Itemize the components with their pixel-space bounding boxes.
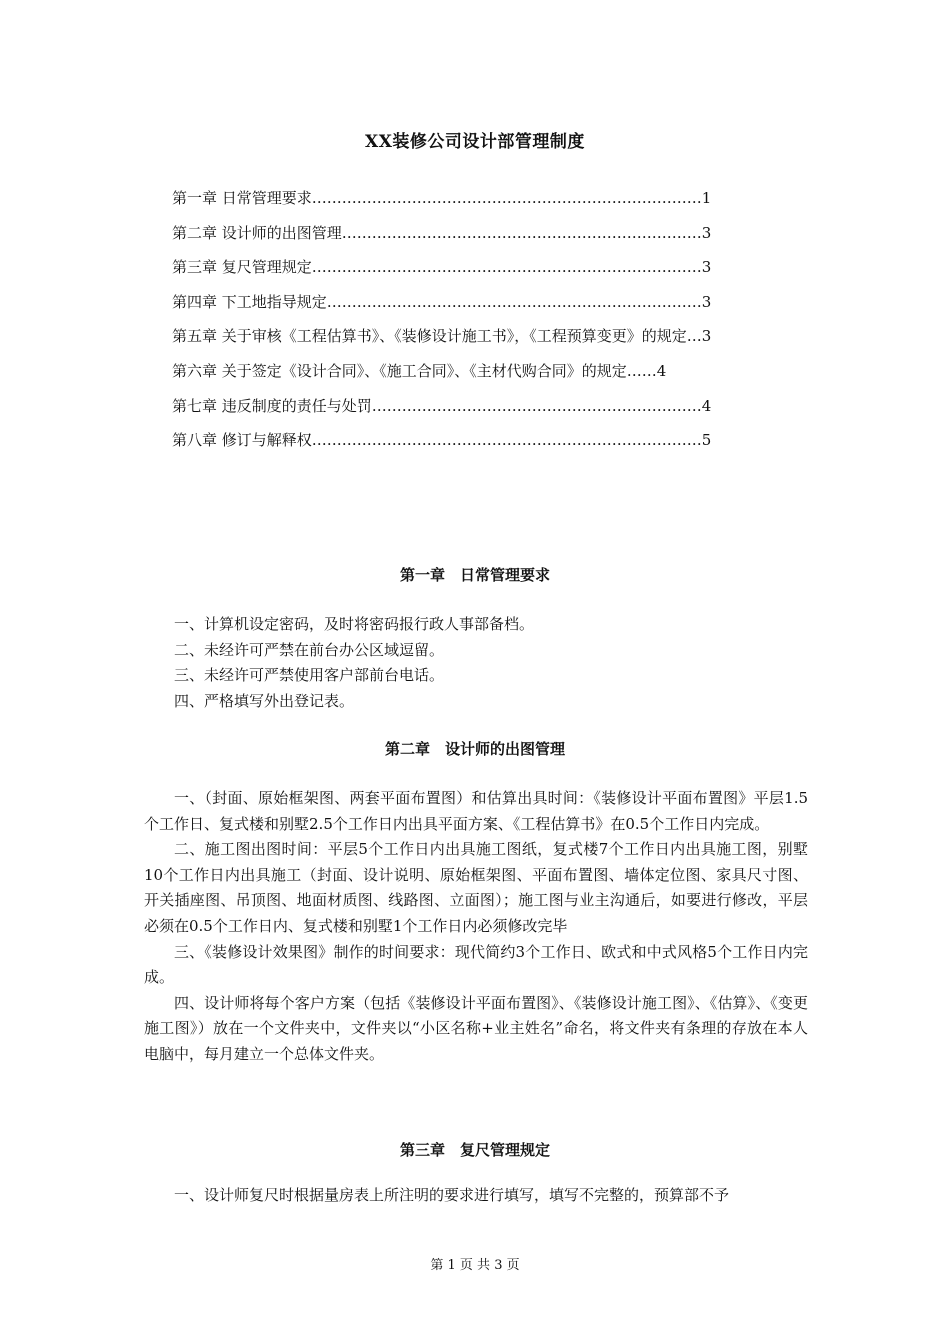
chapter1-item-4: 四、严格填写外出登记表。 [174,691,355,710]
toc-entry-4[interactable]: 第四章 下工地指导规定…………………………………………………………………3 [172,292,712,311]
chapter3-paragraph-1: 一、设计师复尺时根据量房表上所注明的要求进行填写，填写不完整的，预算部不予 [174,1186,730,1204]
chapter3-body [144,1183,808,1209]
chapter1-item-2: 二、未经许可严禁在前台办公区域逗留。 [174,640,445,659]
toc-entry-2[interactable]: 第二章 设计师的出图管理………………………………………………………………3 [172,223,712,242]
toc-entry-7[interactable]: 第七章 违反制度的责任与处罚…………………………………………………………4 [172,396,712,415]
chapter2-paragraph-3: 三、《装修设计效果图》制作的时间要求：现代简约3个工作日、欧式和中式风格5个工作日内完成。 [144,942,808,987]
chapter2-body [144,786,808,1068]
toc-entry-6[interactable]: 第六章 关于签定《设计合同》、《施工合同》、《主材代购合同》的规定……4 [172,361,667,380]
chapter2-paragraph-2: 二、施工图出图时间：平层5个工作日内出具施工图纸，复式楼7个工作日内出具施工图，别墅10个工作日内出具施工（封面、设计说明、原始框架图、平面布置图、墙体定位图、家具尺寸图、开关插座图、吊顶图、地面材质图、线路图、立面图）；施工图与业主沟通后，如要进行修改，平层必须在0.5个工作日内、复式楼和别墅1个工作日内必须修改完毕 [144,840,808,935]
chapter1-list [144,612,808,714]
chapter2-heading: 第二章 设计师的出图管理 [384,740,565,758]
toc-entry-8[interactable]: 第八章 修订与解释权……………………………………………………………………5 [172,431,712,450]
chapter3-heading: 第三章 复尺管理规定 [399,1141,550,1159]
chapter1-heading: 第一章 日常管理要求 [399,566,550,584]
chapter1-item-3: 三、未经许可严禁使用客户部前台电话。 [174,666,445,685]
page-footer: 第 1 页 共 3 页 [430,1258,520,1273]
chapter2-paragraph-1: 一、（封面、原始框架图、两套平面布置图）和估算出具时间：《装修设计平面布置图》平层1.5个工作日、复式楼和别墅2.5个工作日内出具平面方案、《工程估算书》在0.5个工作日内完成。 [144,789,808,833]
toc-entry-1[interactable]: 第一章 日常管理要求……………………………………………………………………1 [172,189,712,207]
chapter2-paragraph-4: 四、设计师将每个客户方案（包括《装修设计平面布置图》、《装修设计施工图》、《估算》、《变更施工图》）放在一个文件夹中，文件夹以“小区名称+业主姓名”命名，将文件夹有条理的存放在本人电脑中，每月建立一个总体文件夹。 [144,993,808,1063]
chapter1-item-1: 一、计算机设定密码，及时将密码报行政人事部备档。 [174,615,535,633]
table-of-contents [172,184,822,461]
toc-entry-5[interactable]: 第五章 关于审核《工程估算书》、《装修设计施工书》，《工程预算变更》的规定…3 [172,327,712,346]
toc-entry-3[interactable]: 第三章 复尺管理规定……………………………………………………………………3 [172,258,712,277]
document-title: XX装修公司设计部管理制度 [365,132,585,152]
